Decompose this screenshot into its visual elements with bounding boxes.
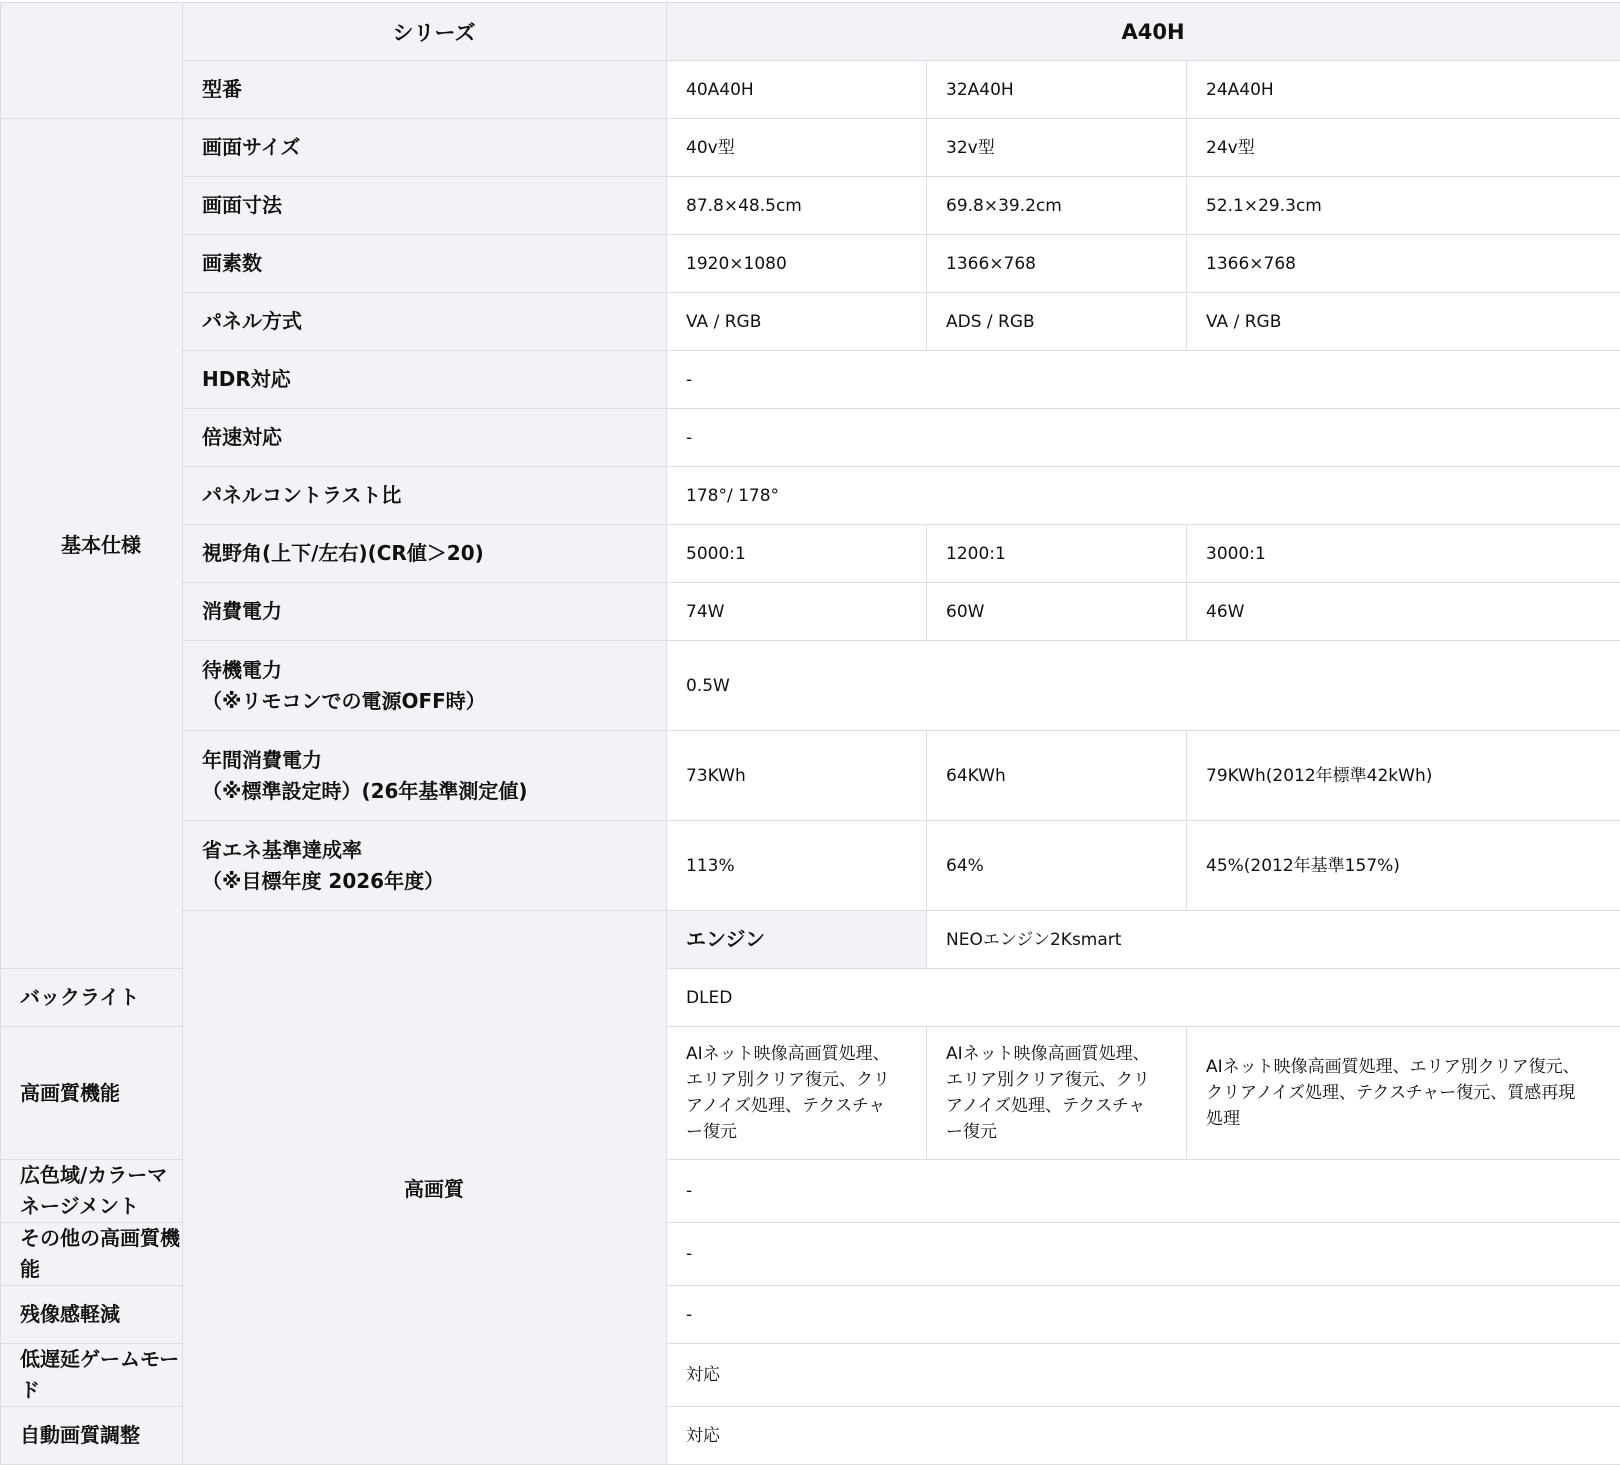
- value-line: クリアノイズ処理、テクスチャー復元、質感再現: [1206, 1080, 1620, 1106]
- cell-value: 74W: [667, 583, 927, 641]
- row-label-annual: [183, 731, 667, 821]
- cell-value: VA / RGB: [667, 293, 927, 351]
- cell-value: 178°/ 178°: [667, 467, 1620, 525]
- cell-value: 0.5W: [667, 641, 1620, 731]
- label-line: （※目標年度 2026年度）: [202, 866, 666, 897]
- row-label-other-hq: その他の高画質機能: [1, 1223, 183, 1286]
- cell-value: 87.8×48.5cm: [667, 177, 927, 235]
- value-line: エリア別クリア復元、クリ: [946, 1067, 1186, 1093]
- row-label-panel: パネル方式: [183, 293, 667, 351]
- row-label-viewing: 視野角(上下/左右)(CR値＞20): [183, 525, 667, 583]
- label-line: （※リモコンでの電源OFF時）: [202, 686, 666, 717]
- row-label-engine: エンジン: [667, 911, 927, 969]
- value-line: AIネット映像高画質処理、: [946, 1041, 1186, 1067]
- cell-value: NEOエンジン2Ksmart: [927, 911, 1620, 969]
- cell-value: 対応: [667, 1344, 1620, 1407]
- cell-value: -: [667, 409, 1620, 467]
- cell-value: 32A40H: [927, 61, 1187, 119]
- cell-value: VA / RGB: [1187, 293, 1620, 351]
- row-label-backlight: バックライト: [1, 969, 183, 1027]
- label-line: 待機電力: [202, 655, 666, 686]
- series-header: シリーズ: [183, 3, 667, 61]
- cell-value: 69.8×39.2cm: [927, 177, 1187, 235]
- cell-value: DLED: [667, 969, 1620, 1027]
- category-quality: 高画質: [183, 911, 667, 1465]
- row-label-power: 消費電力: [183, 583, 667, 641]
- spec-table: [0, 2, 1620, 1465]
- row-label-screen-dim: 画面寸法: [183, 177, 667, 235]
- cell-value: 1200:1: [927, 525, 1187, 583]
- row-label-afterimage: 残像感軽減: [1, 1286, 183, 1344]
- cell-value: -: [667, 1160, 1620, 1223]
- value-line: AIネット映像高画質処理、: [686, 1041, 926, 1067]
- value-line: アノイズ処理、テクスチャ: [946, 1093, 1186, 1119]
- table-row: [1, 641, 1620, 731]
- cell-value: 5000:1: [667, 525, 927, 583]
- cell-value: -: [667, 1223, 1620, 1286]
- header-row: [1, 3, 1620, 61]
- cell-value: 24v型: [1187, 119, 1620, 177]
- table-row: [1, 911, 1620, 969]
- cell-value: 対応: [667, 1407, 1620, 1465]
- cell-value: [667, 1027, 927, 1160]
- cell-value: 32v型: [927, 119, 1187, 177]
- value-line: ー復元: [946, 1119, 1186, 1145]
- row-label-contrast: パネルコントラスト比: [183, 467, 667, 525]
- row-label-screen-size: 画面サイズ: [183, 119, 667, 177]
- row-label-energy: [183, 821, 667, 911]
- cell-value: 60W: [927, 583, 1187, 641]
- table-row: [1, 235, 1620, 293]
- label-line: 年間消費電力: [202, 745, 666, 776]
- empty-corner-cell: [1, 3, 183, 119]
- row-label-pixels: 画素数: [183, 235, 667, 293]
- label-line: 省エネ基準達成率: [202, 835, 666, 866]
- cell-value: -: [667, 1286, 1620, 1344]
- cell-value: 46W: [1187, 583, 1620, 641]
- row-label-model: 型番: [183, 61, 667, 119]
- cell-value: 1366×768: [927, 235, 1187, 293]
- cell-value: 1920×1080: [667, 235, 927, 293]
- cell-value: 79KWh(2012年標準42kWh): [1187, 731, 1620, 821]
- table-row: [1, 821, 1620, 911]
- cell-value: 3000:1: [1187, 525, 1620, 583]
- row-label-gamut: 広色域/カラーマネージメント: [1, 1160, 183, 1223]
- table-row: [1, 293, 1620, 351]
- label-line: （※標準設定時）(26年基準測定値): [202, 776, 666, 807]
- row-label-game: 低遅延ゲームモード: [1, 1344, 183, 1407]
- value-line: 処理: [1206, 1106, 1620, 1132]
- cell-value: 64KWh: [927, 731, 1187, 821]
- series-name: A40H: [667, 3, 1620, 61]
- table-row: [1, 409, 1620, 467]
- cell-value: ADS / RGB: [927, 293, 1187, 351]
- row-label-auto: 自動画質調整: [1, 1407, 183, 1465]
- table-row: [1, 525, 1620, 583]
- row-label-standby: [183, 641, 667, 731]
- table-row: [1, 177, 1620, 235]
- table-row: [1, 731, 1620, 821]
- value-line: AIネット映像高画質処理、エリア別クリア復元、: [1206, 1054, 1620, 1080]
- cell-value: 45%(2012年基準157%): [1187, 821, 1620, 911]
- cell-value: 40v型: [667, 119, 927, 177]
- row-label-hdr: HDR対応: [183, 351, 667, 409]
- table-row: [1, 583, 1620, 641]
- table-row: [1, 119, 1620, 177]
- cell-value: [1187, 1027, 1620, 1160]
- value-line: エリア別クリア復元、クリ: [686, 1067, 926, 1093]
- cell-value: 113%: [667, 821, 927, 911]
- cell-value: -: [667, 351, 1620, 409]
- value-line: ー復元: [686, 1119, 926, 1145]
- table-row: [1, 467, 1620, 525]
- table-row: [1, 61, 1620, 119]
- cell-value: 73KWh: [667, 731, 927, 821]
- cell-value: [927, 1027, 1187, 1160]
- cell-value: 1366×768: [1187, 235, 1620, 293]
- category-basic: 基本仕様: [1, 119, 183, 969]
- cell-value: 64%: [927, 821, 1187, 911]
- table-row: [1, 351, 1620, 409]
- row-label-speed: 倍速対応: [183, 409, 667, 467]
- cell-value: 40A40H: [667, 61, 927, 119]
- cell-value: 24A40H: [1187, 61, 1620, 119]
- value-line: アノイズ処理、テクスチャ: [686, 1093, 926, 1119]
- cell-value: 52.1×29.3cm: [1187, 177, 1620, 235]
- row-label-hq: 高画質機能: [1, 1027, 183, 1160]
